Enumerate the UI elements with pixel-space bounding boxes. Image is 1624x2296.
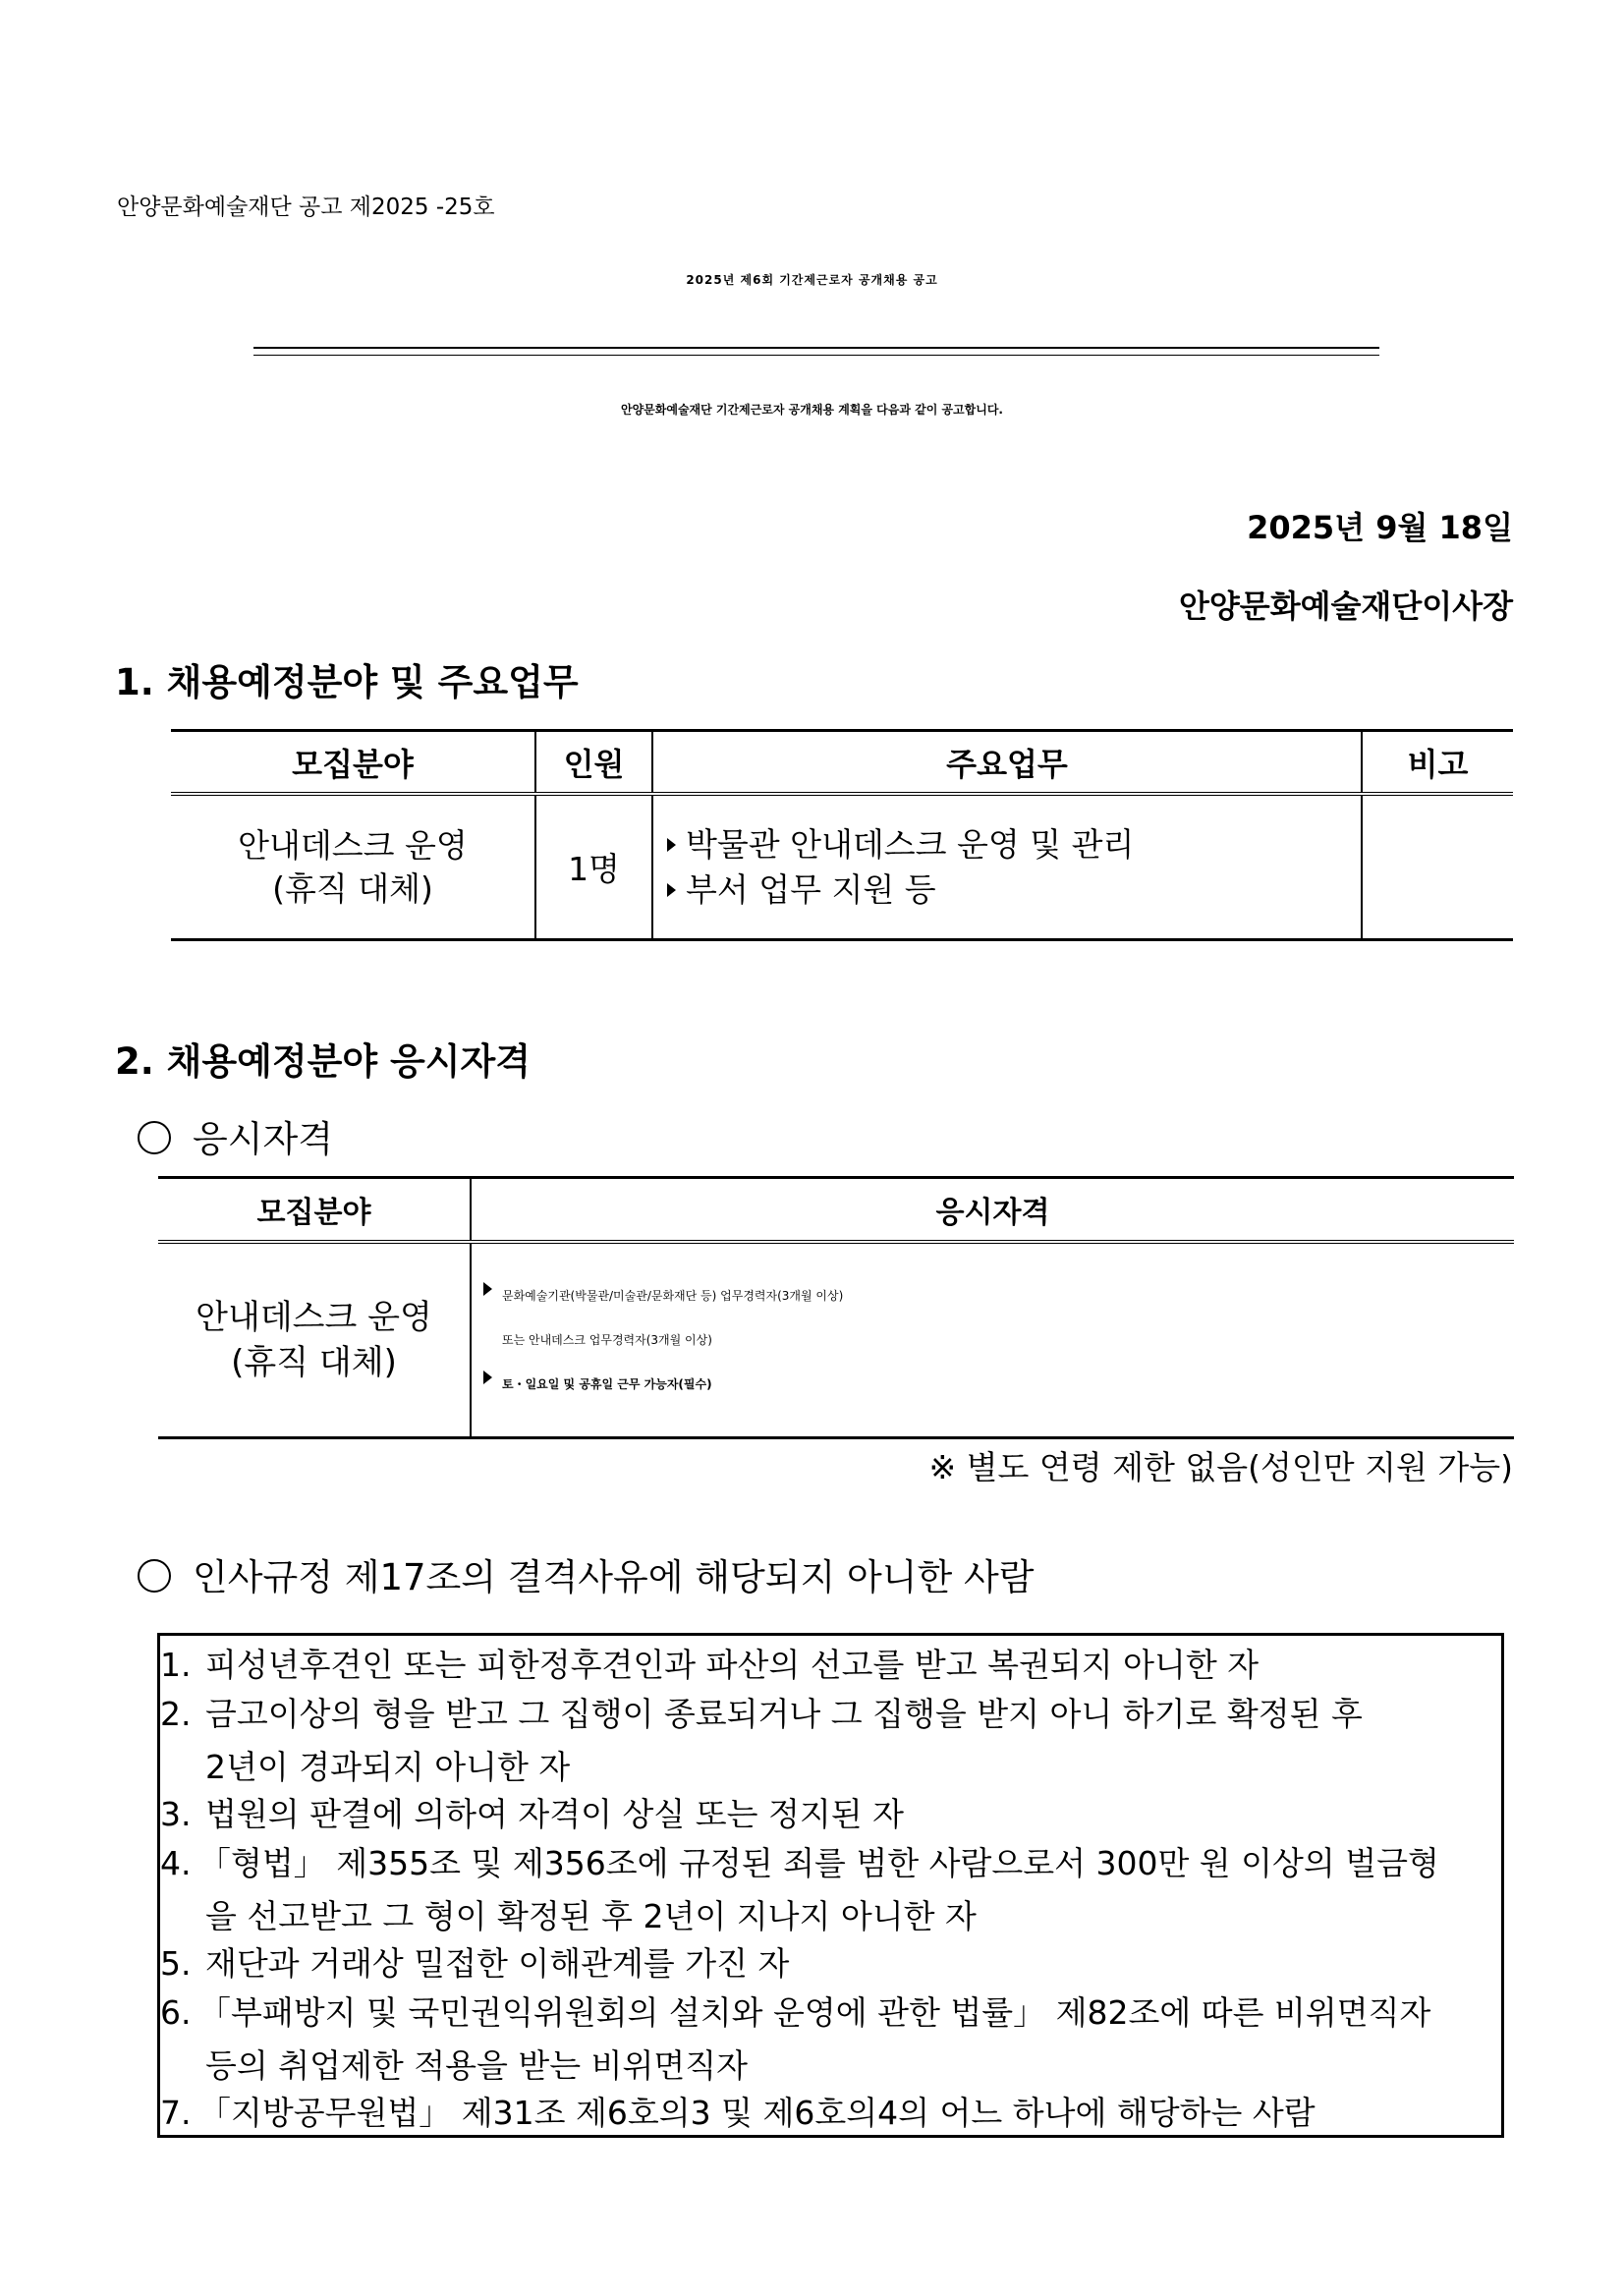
header-duties: 주요업무 xyxy=(652,731,1362,795)
duties-table-header xyxy=(171,731,1513,795)
list-item: 1. 피성년후견인 또는 피한정후견인과 파산의 선고를 받고 복권되지 아니한 자 xyxy=(160,1646,1260,1684)
disqualification-box xyxy=(157,1633,1504,2138)
header-note: 비고 xyxy=(1362,731,1513,795)
field-name: 안내데스크 운영 xyxy=(238,825,468,865)
section2-heading: 2. 채용예정분야 응시자격 xyxy=(115,1040,531,1083)
intro-text: 안양문화예술재단 기간제근로자 공개채용 계획을 다음과 같이 공고합니다. xyxy=(621,403,1003,417)
bullet-triangle-icon xyxy=(667,838,676,852)
header-field: 모집분야 xyxy=(158,1178,471,1243)
field-subnote: (휴직 대체) xyxy=(231,1343,397,1382)
qualification-cell xyxy=(471,1242,1514,1438)
circle-bullet-icon xyxy=(138,1121,171,1154)
list-item: 5. 재단과 거래상 밀접한 이해관계를 가진 자 xyxy=(160,1944,790,1983)
bullet-triangle-icon xyxy=(483,1282,492,1296)
list-item: 3. 법원의 판결에 의하여 자격이 상실 또는 정지된 자 xyxy=(160,1795,904,1833)
issuer: 안양문화예술재단이사장 xyxy=(1178,588,1513,625)
notice-date: 2025년 9월 18일 xyxy=(1247,509,1513,546)
duty-item: 부서 업무 지원 등 xyxy=(667,868,1361,913)
circle-bullet-icon xyxy=(138,1559,171,1593)
field-cell xyxy=(158,1242,471,1438)
section1-heading: 1. 채용예정분야 및 주요업무 xyxy=(115,661,579,703)
page-title: 2025년 제6회 기간제근로자 공개채용 공고 xyxy=(686,273,938,287)
qualification-item-required: 토・일요일 및 공휴일 근무 가능자(필수) xyxy=(483,1363,1514,1407)
list-item: 4. 「형법」 제355조 및 제356조에 규정된 죄를 범한 사람으로서 300만 원 이상의 벌금형 을 선고받고 그 형이 확정된 후 2년이 지나지 아니한 자 xyxy=(160,1844,1439,1935)
title-double-rule xyxy=(253,347,1379,356)
duties-cell xyxy=(652,794,1362,940)
count-cell: 1명 xyxy=(535,794,652,940)
header-count: 인원 xyxy=(535,731,652,795)
list-item: 7. 「지방공무원법」 제31조 제6호의3 및 제6호의4의 어느 하나에 해당하는 사람 xyxy=(160,2094,1316,2132)
duty-item: 박물관 안내데스크 운영 및 관리 xyxy=(667,822,1361,868)
note-cell xyxy=(1362,794,1513,940)
qualification-table-header xyxy=(158,1178,1514,1243)
qualification-item-continued: 또는 안내데스크 업무경력자(3개월 이상) xyxy=(502,1332,712,1347)
header-field: 모집분야 xyxy=(171,731,535,795)
field-cell xyxy=(171,794,535,940)
disqualification-subheading: 인사규정 제17조의 결격사유에 해당되지 아니한 사람 xyxy=(138,1547,1034,1600)
header-qualification: 응시자격 xyxy=(471,1178,1514,1243)
table-row xyxy=(171,794,1513,940)
duties-table xyxy=(171,729,1513,941)
list-item: 6. 「부패방지 및 국민권익위원회의 설치와 운영에 관한 법률」 제82조에 따른 비위면직자 등의 취업제한 적용을 받는 비위면직자 xyxy=(160,1993,1431,2085)
notice-number: 안양문화예술재단 공고 제2025 -25호 xyxy=(117,195,495,220)
field-subnote: (휴직 대체) xyxy=(272,868,433,908)
field-name: 안내데스크 운영 xyxy=(196,1298,432,1337)
bullet-triangle-icon xyxy=(483,1371,492,1384)
list-item: 2. 금고이상의 형을 받고 그 집행이 종료되거나 그 집행을 받지 아니 하기로 확정된 후 2년이 경과되지 아니한 자 xyxy=(160,1695,1363,1786)
age-note: ※ 별도 연령 제한 없음(성인만 지원 가능) xyxy=(928,1448,1513,1486)
bullet-triangle-icon xyxy=(667,883,676,897)
table-row xyxy=(158,1242,1514,1438)
qualification-subheading: 응시자격 xyxy=(138,1109,333,1162)
qualification-item: 문화예술기관(박물관/미술관/문화재단 등) 업무경력자(3개월 이상) xyxy=(483,1274,1514,1318)
qualification-table xyxy=(158,1176,1514,1439)
